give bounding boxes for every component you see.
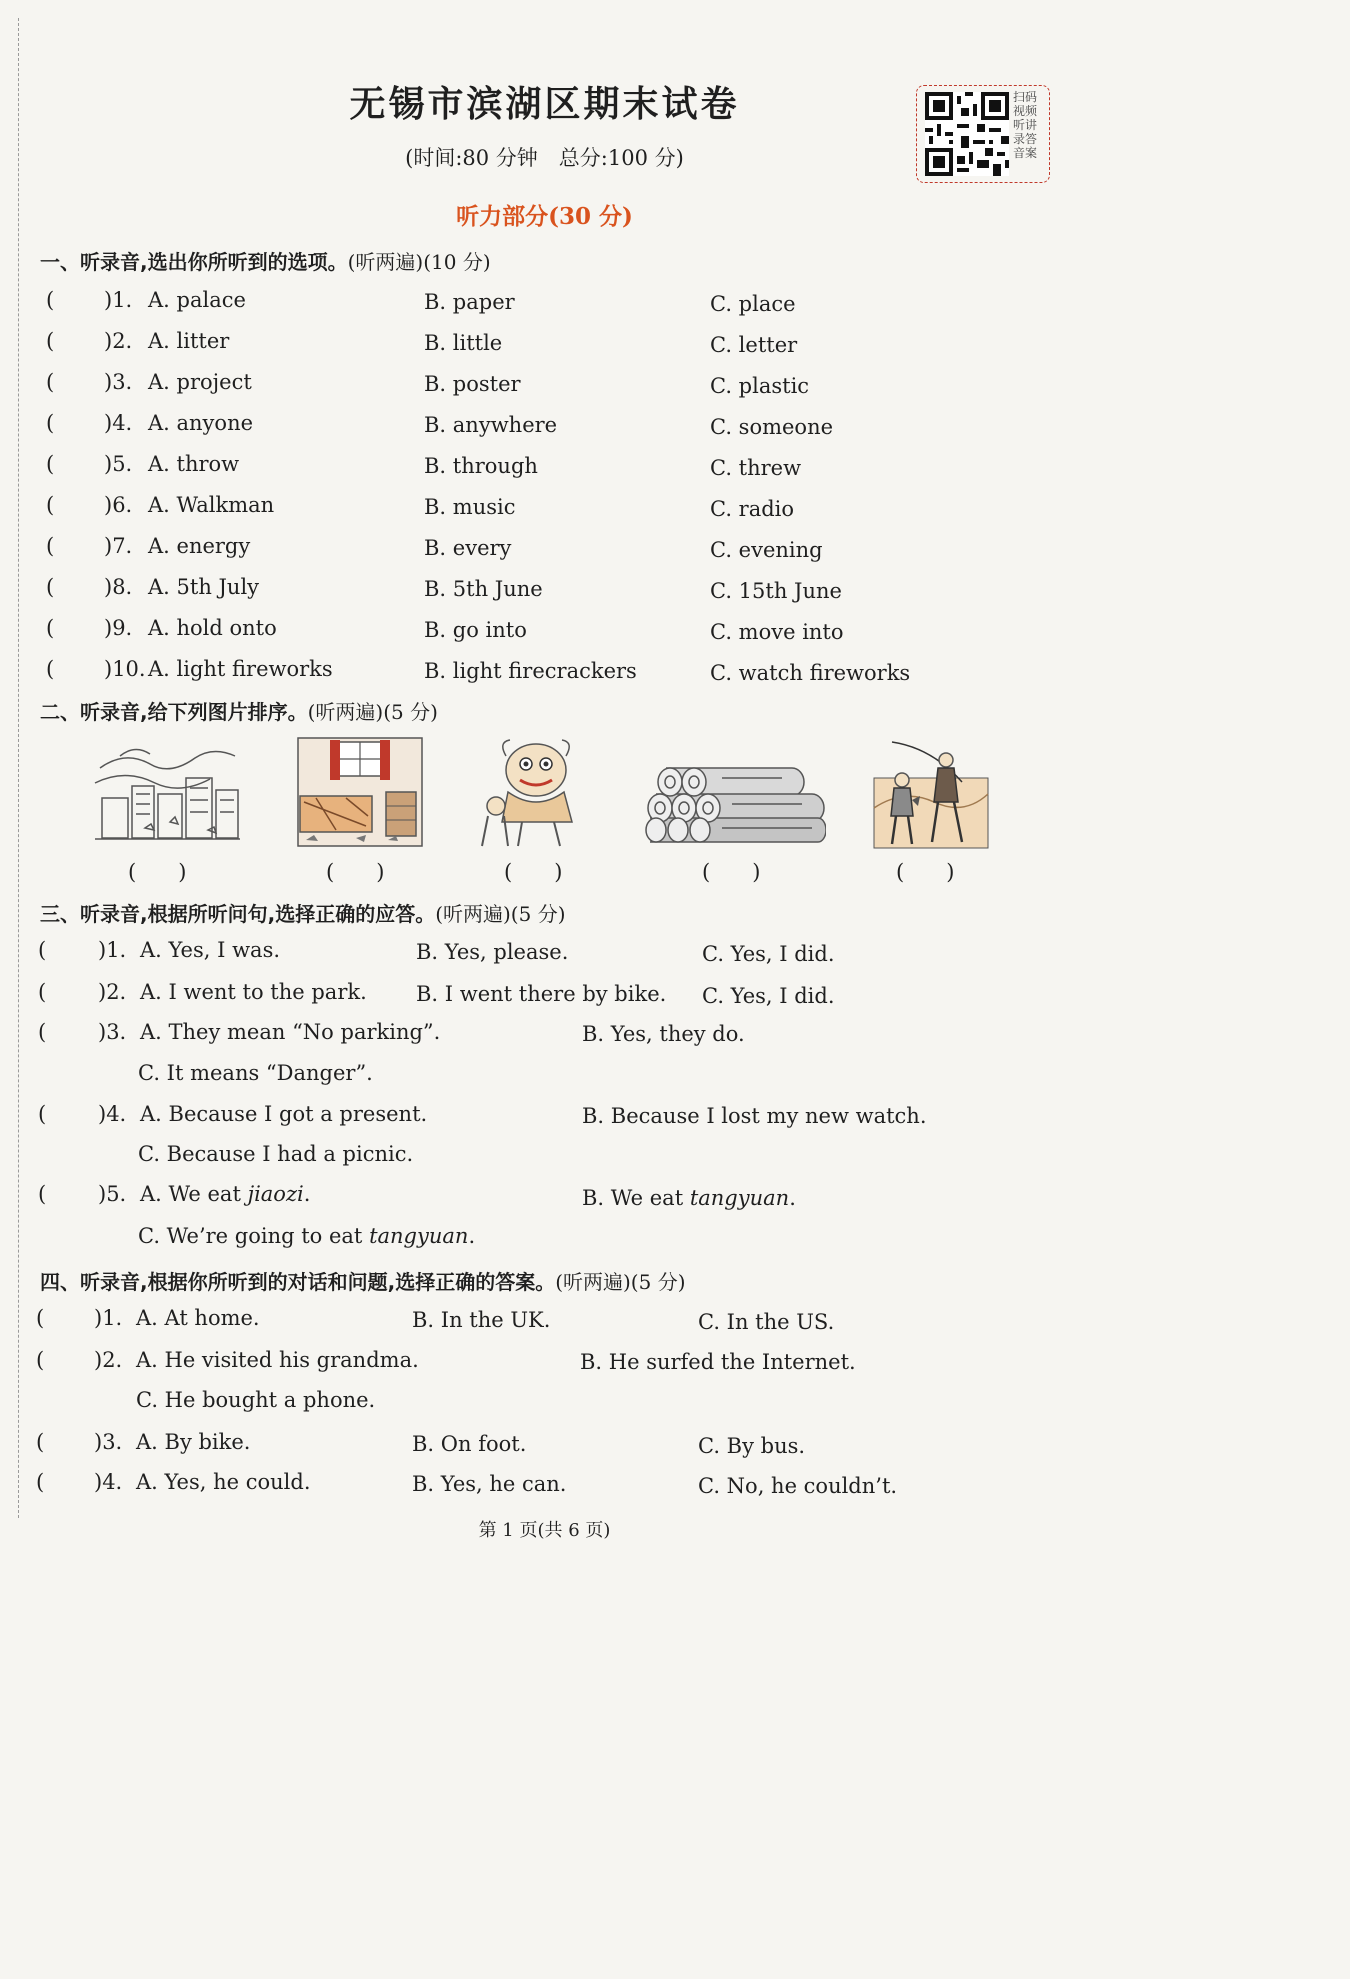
question-number: )8.	[104, 575, 133, 599]
question-number: )7.	[104, 534, 133, 558]
question-number: )2.	[98, 980, 127, 1004]
option-b: B. music	[424, 495, 516, 519]
answer-bracket[interactable]: (	[36, 1470, 45, 1494]
option-a: A. We eat jiaozi.	[140, 1182, 311, 1206]
lion-dance-picture	[474, 736, 590, 850]
answer-bracket[interactable]: (	[46, 452, 55, 476]
question-number: )1.	[98, 938, 127, 962]
option-a: A. Because I got a present.	[140, 1102, 428, 1126]
option-b: B. through	[424, 454, 538, 478]
option-a: A. light fireworks	[148, 657, 333, 681]
option-a: A. By bike.	[136, 1430, 251, 1454]
option-b: B. We eat tangyuan.	[582, 1186, 796, 1210]
qr-caption: 扫码 视频 听讲 录答 音案	[1013, 90, 1038, 160]
picture-5-answer-bracket[interactable]: ( )	[896, 860, 955, 884]
option-c: C. Yes, I did.	[702, 942, 835, 966]
option-a: A. project	[148, 370, 252, 394]
answer-bracket[interactable]: (	[46, 370, 55, 394]
picture-1-answer-bracket[interactable]: ( )	[128, 860, 187, 884]
section-2-title: 二、听录音,给下列图片排序。(听两遍)(5 分)	[40, 700, 438, 724]
question-number: )5.	[98, 1182, 127, 1206]
qr-code-icon[interactable]	[925, 92, 1009, 176]
option-a: A. palace	[148, 288, 246, 312]
option-b: B. On foot.	[412, 1432, 527, 1456]
option-c: C. someone	[710, 415, 834, 439]
question-number: )5.	[104, 452, 133, 476]
answer-bracket[interactable]: (	[46, 616, 55, 640]
answer-bracket[interactable]: (	[38, 1182, 47, 1206]
answer-bracket[interactable]: (	[36, 1306, 45, 1330]
option-a: A. I went to the park.	[140, 980, 367, 1004]
option-a: A. Yes, I was.	[140, 938, 281, 962]
option-c: C. letter	[710, 333, 798, 357]
option-c: C. We’re going to eat tangyuan.	[138, 1224, 476, 1248]
option-c: C. Yes, I did.	[702, 984, 835, 1008]
question-number: )2.	[104, 329, 133, 353]
answer-bracket[interactable]: (	[46, 534, 55, 558]
answer-bracket[interactable]: (	[46, 411, 55, 435]
option-c: C. No, he couldn’t.	[698, 1474, 898, 1498]
question-number: )3.	[94, 1430, 123, 1454]
option-a: A. hold onto	[148, 616, 277, 640]
option-c: C. move into	[710, 620, 844, 644]
picture-4-answer-bracket[interactable]: ( )	[702, 860, 761, 884]
option-b: B. I went there by bike.	[416, 982, 667, 1006]
option-c: C. evening	[710, 538, 823, 562]
log-pile-picture	[642, 758, 826, 848]
option-c: C. It means “Danger”.	[138, 1061, 373, 1085]
option-c: C. He bought a phone.	[136, 1388, 376, 1412]
answer-bracket[interactable]: (	[46, 329, 55, 353]
qr-code-box[interactable]	[916, 85, 1050, 183]
listening-part-title: 听力部分(30 分)	[456, 203, 633, 230]
messy-room-picture	[296, 736, 424, 848]
answer-bracket[interactable]: (	[46, 288, 55, 312]
question-number: )10.	[104, 657, 146, 681]
option-a: A. anyone	[148, 411, 254, 435]
question-number: )4.	[104, 411, 133, 435]
option-a: A. Walkman	[148, 493, 275, 517]
option-a: A. They mean “No parking”.	[140, 1020, 441, 1044]
option-b: B. 5th June	[424, 577, 543, 601]
option-b: B. Because I lost my new watch.	[582, 1104, 927, 1128]
option-c: C. By bus.	[698, 1434, 806, 1458]
option-c: C. 15th June	[710, 579, 842, 603]
option-b: B. go into	[424, 618, 527, 642]
section-3-title: 三、听录音,根据所听问句,选择正确的应答。(听两遍)(5 分)	[40, 902, 566, 926]
option-b: B. light firecrackers	[424, 659, 637, 683]
answer-bracket[interactable]: (	[46, 493, 55, 517]
exam-title: 无锡市滨湖区期末试卷	[349, 83, 740, 125]
option-a: A. 5th July	[148, 575, 260, 599]
picture-3-answer-bracket[interactable]: ( )	[504, 860, 563, 884]
answer-bracket[interactable]: (	[38, 980, 47, 1004]
option-b: B. Yes, he can.	[412, 1472, 567, 1496]
answer-bracket[interactable]: (	[36, 1348, 45, 1372]
option-c: C. In the US.	[698, 1310, 835, 1334]
option-a: A. litter	[148, 329, 230, 353]
option-a: A. energy	[148, 534, 251, 558]
option-c: C. place	[710, 292, 796, 316]
question-number: )4.	[94, 1470, 123, 1494]
picture-2-answer-bracket[interactable]: ( )	[326, 860, 385, 884]
option-b: B. little	[424, 331, 503, 355]
option-c: C. threw	[710, 456, 802, 480]
fishing-picture	[872, 738, 990, 850]
question-number: )1.	[104, 288, 133, 312]
question-number: )1.	[94, 1306, 123, 1330]
option-b: B. paper	[424, 290, 515, 314]
option-b: B. He surfed the Internet.	[580, 1350, 856, 1374]
page-footer: 第 1 页(共 6 页)	[478, 1520, 611, 1541]
answer-bracket[interactable]: (	[36, 1430, 45, 1454]
question-number: )9.	[104, 616, 133, 640]
exam-subtitle: (时间:80 分钟 总分:100 分)	[405, 146, 684, 170]
answer-bracket[interactable]: (	[38, 1020, 47, 1044]
option-b: B. Yes, they do.	[582, 1022, 745, 1046]
option-c: C. Because I had a picnic.	[138, 1142, 414, 1166]
option-b: B. every	[424, 536, 512, 560]
answer-bracket[interactable]: (	[46, 575, 55, 599]
question-number: )3.	[98, 1020, 127, 1044]
question-number: )4.	[98, 1102, 127, 1126]
option-a: A. At home.	[136, 1306, 260, 1330]
section-2-pictures	[0, 732, 1089, 882]
option-b: B. poster	[424, 372, 521, 396]
option-c: C. radio	[710, 497, 795, 521]
answer-bracket[interactable]: (	[46, 657, 55, 681]
question-number: )6.	[104, 493, 133, 517]
option-a: A. He visited his grandma.	[136, 1348, 419, 1372]
option-a: A. throw	[148, 452, 240, 476]
option-c: C. plastic	[710, 374, 810, 398]
windy-city-picture	[90, 738, 245, 846]
option-a: A. Yes, he could.	[136, 1470, 311, 1494]
answer-bracket[interactable]: (	[38, 938, 47, 962]
section-1-title: 一、听录音,选出你所听到的选项。(听两遍)(10 分)	[40, 250, 491, 274]
question-number: )3.	[104, 370, 133, 394]
option-b: B. Yes, please.	[416, 940, 569, 964]
question-number: )2.	[94, 1348, 123, 1372]
answer-bracket[interactable]: (	[38, 1102, 47, 1126]
option-b: B. anywhere	[424, 413, 558, 437]
section-4-title: 四、听录音,根据你所听到的对话和问题,选择正确的答案。(听两遍)(5 分)	[40, 1270, 686, 1294]
option-c: C. watch fireworks	[710, 661, 911, 685]
option-b: B. In the UK.	[412, 1308, 551, 1332]
